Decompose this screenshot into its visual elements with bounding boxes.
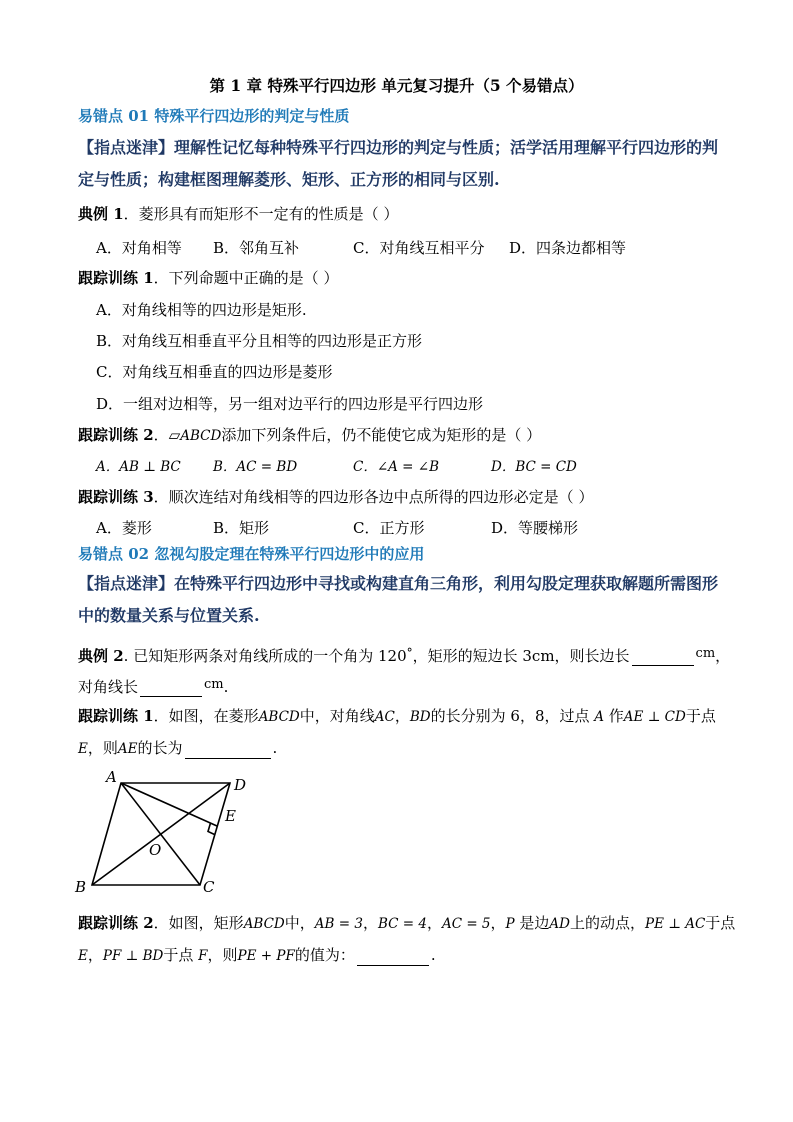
label-point-c: C	[203, 878, 215, 896]
training-1-label: 跟踪训练 1	[78, 269, 154, 287]
right-angle-mark	[208, 823, 215, 835]
example-2-line-1: 典例 2. 已知矩形两条对角线所成的一个角为 120°，矩形的短边长 3cm，则长边长 cm，	[78, 646, 731, 665]
label-point-b: B	[75, 878, 87, 896]
example-1-option-c: C．对角线互相平分	[353, 239, 485, 257]
training-3-option-c: C．正方形	[353, 519, 425, 537]
training-1-option-b: B．对角线互相垂直平分且相等的四边形是正方形	[96, 332, 423, 350]
training-2-label: 跟踪训练 2	[78, 426, 154, 444]
training-1-option-c: C．对角线互相垂直的四边形是菱形	[96, 363, 333, 381]
training-4-label: 跟踪训练 1	[78, 707, 154, 725]
label-point-o: O	[149, 841, 162, 859]
segment-ae	[121, 783, 217, 826]
training-1-question: ．下列命题中正确的是（ ）	[153, 269, 339, 287]
page-title: 第 1 章 特殊平行四边形 单元复习提升（5 个易错点）	[209, 76, 584, 95]
guide-text-1-line-1: 【指点迷津】理解性记忆每种特殊平行四边形的判定与性质；活学活用理解平行四边形的判	[78, 138, 719, 157]
training-3-question: ．顺次连结对角线相等的四边形各边中点所得的四边形必定是（ ）	[153, 488, 594, 506]
example-1-stem	[78, 204, 398, 224]
label-point-d: D	[234, 776, 247, 794]
parallelogram-symbol: ▱	[168, 426, 181, 444]
guide-text-2-line-2: 中的数量关系与位置关系.	[78, 606, 260, 625]
training-3-option-d: D．等腰梯形	[491, 519, 579, 537]
section-heading-1: 易错点 01 特殊平行四边形的判定与性质	[78, 107, 350, 125]
example-1-question: ．菱形具有而矩形不一定有的性质是（ ）	[123, 205, 399, 223]
example-1-option-a: A．对角相等	[96, 239, 182, 257]
training-4-line-1: 跟踪训练 1．如图，在菱形ABCD中，对角线AC，BD的长分别为 6，8，过点 A 作AE ⊥ CD于点	[78, 707, 716, 725]
example-1-label: 典例 1	[78, 205, 124, 223]
training-1-stem	[78, 268, 338, 288]
example-2-line-2: 对角线长 cm.	[78, 677, 229, 696]
guide-text-1-line-2: 定与性质；构建框图理解菱形、矩形、正方形的相同与区别.	[78, 170, 500, 189]
training-2-math-abcd: ABCD	[180, 428, 222, 444]
training-5-label: 跟踪训练 2	[78, 914, 154, 932]
diagonal-ac	[121, 783, 200, 885]
training-3-option-b: B．矩形	[213, 519, 270, 537]
training-4-line-2: E，则AE的长为 .	[78, 739, 278, 757]
answer-blank-ae-length[interactable]	[185, 742, 271, 759]
example-2-label: 典例 2	[78, 647, 124, 665]
guide-text-2-line-1: 【指点迷津】在特殊平行四边形中寻找或构建直角三角形，利用勾股定理获取解题所需图形	[78, 574, 719, 593]
training-1-option-a: A．对角线相等的四边形是矩形.	[96, 301, 307, 319]
training-2-option-d: D．BC = CD	[491, 459, 577, 475]
training-3-option-a: A．菱形	[96, 519, 152, 537]
example-1-option-d: D．四条边都相等	[509, 239, 627, 257]
label-point-a: A	[106, 768, 117, 786]
answer-blank-long-side[interactable]	[632, 649, 694, 666]
training-2-option-b: B．AC = BD	[213, 459, 298, 475]
training-2-option-a: A．AB ⊥ BC	[96, 459, 181, 475]
label-point-e: E	[225, 807, 236, 825]
answer-blank-pe-pf[interactable]	[357, 949, 429, 966]
section-heading-2: 易错点 02 忽视勾股定理在特殊平行四边形中的应用	[78, 545, 425, 563]
rhombus-abcd	[92, 783, 230, 885]
example-1-option-b: B．邻角互补	[213, 239, 300, 257]
training-2-question: 添加下列条件后，仍不能使它成为矩形的是（ ）	[221, 426, 542, 444]
answer-blank-diagonal[interactable]	[140, 680, 202, 697]
training-5-line-1: 跟踪训练 2．如图，矩形ABCD中，AB = 3，BC = 4，AC = 5，P 是边AD上的动点，PE ⊥ AC于点	[78, 914, 736, 932]
training-2-option-c: C．∠A = ∠B	[353, 459, 440, 475]
training-2-stem: 跟踪训练 2．▱ABCD添加下列条件后，仍不能使它成为矩形的是（ ）	[78, 426, 542, 444]
diagonal-bd	[92, 783, 230, 885]
training-1-option-d: D．一组对边相等，另一组对边平行的四边形是平行四边形	[96, 395, 484, 413]
training-3-stem	[78, 487, 593, 507]
training-5-line-2: E，PF ⊥ BD于点 F，则PE + PF的值为： .	[78, 946, 436, 964]
training-3-label: 跟踪训练 3	[78, 488, 154, 506]
